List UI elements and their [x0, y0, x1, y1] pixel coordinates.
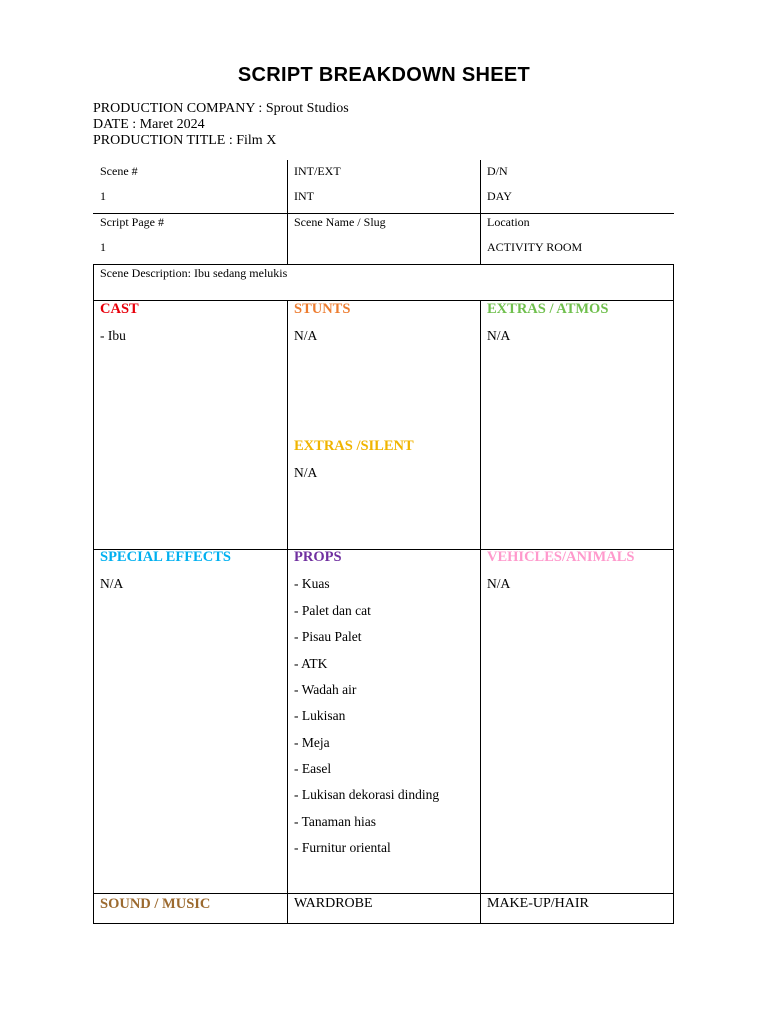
divider [287, 160, 288, 264]
scene-description: Scene Description: Ibu sedang melukis [100, 266, 288, 280]
scene-slug-label: Scene Name / Slug [294, 215, 386, 229]
divider [93, 923, 674, 924]
cast-header: CAST [100, 301, 139, 317]
props-item: - Kuas [294, 576, 330, 591]
day-night-value: DAY [487, 189, 512, 203]
props-item: - Easel [294, 761, 332, 776]
divider [93, 893, 674, 894]
extras-silent-header: EXTRAS /SILENT [294, 438, 414, 454]
props-item: - Furnitur oriental [294, 840, 391, 855]
props-item: - Palet dan cat [294, 603, 371, 618]
extras-atmos-header: EXTRAS / ATMOS [487, 301, 609, 317]
production-title: PRODUCTION TITLE : Film X [93, 133, 277, 148]
script-page-label: Script Page # [100, 215, 164, 229]
makeup-hair-header: MAKE-UP/HAIR [487, 896, 589, 911]
int-ext-value: INT [294, 189, 314, 203]
production-company: PRODUCTION COMPANY : Sprout Studios [93, 101, 349, 116]
props-item: - Lukisan dekorasi dinding [294, 787, 440, 802]
props-item: - Wadah air [294, 682, 357, 697]
props-header: PROPS [294, 549, 342, 565]
divider [93, 213, 674, 214]
sound-music-header: SOUND / MUSIC [100, 896, 211, 912]
extras-atmos-item: N/A [487, 328, 511, 343]
props-item: - Meja [294, 735, 330, 750]
divider [480, 300, 481, 923]
vehicles-animals-header: VEHICLES/ANIMALS [487, 549, 635, 565]
vehicles-animals-item: N/A [487, 576, 511, 591]
scene-number-label: Scene # [100, 164, 138, 178]
int-ext-label: INT/EXT [294, 164, 341, 178]
props-item: - Tanaman hias [294, 814, 377, 829]
production-date: DATE : Maret 2024 [93, 117, 205, 132]
divider [93, 264, 94, 923]
divider [673, 264, 674, 923]
divider [93, 264, 674, 265]
stunts-header: STUNTS [294, 301, 351, 317]
scene-number-value: 1 [100, 189, 106, 203]
divider [287, 300, 288, 923]
day-night-label: D/N [487, 164, 508, 178]
props-item: - ATK [294, 656, 328, 671]
script-page-value: 1 [100, 240, 106, 254]
special-effects-header: SPECIAL EFFECTS [100, 549, 231, 565]
page-title: SCRIPT BREAKDOWN SHEET [237, 64, 531, 86]
location-label: Location [487, 215, 530, 229]
special-effects-item: N/A [100, 576, 124, 591]
stunts-item: N/A [294, 328, 318, 343]
extras-silent-item: N/A [294, 465, 318, 480]
props-item: - Pisau Palet [294, 629, 362, 644]
location-value: ACTIVITY ROOM [487, 240, 583, 254]
divider [480, 160, 481, 264]
wardrobe-header: WARDROBE [294, 896, 373, 911]
props-item: - Lukisan [294, 708, 346, 723]
cast-item: - Ibu [100, 328, 126, 343]
